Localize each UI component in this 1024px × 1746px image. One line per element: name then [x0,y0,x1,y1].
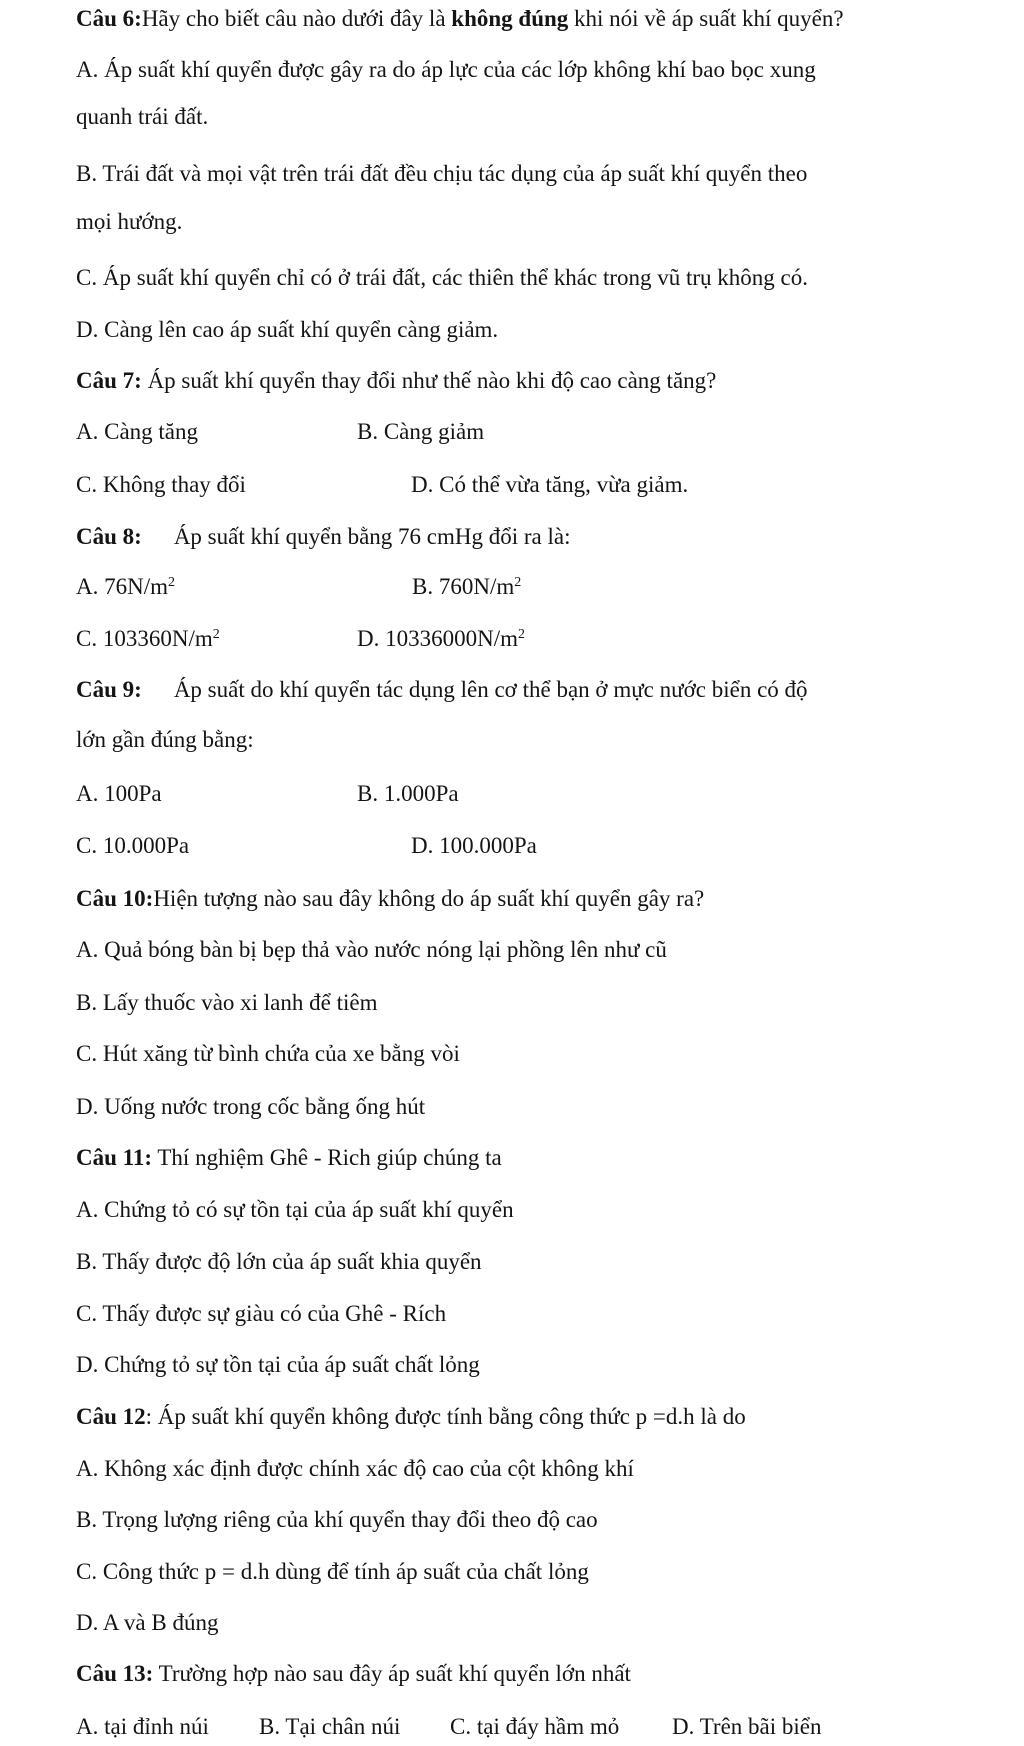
question-12-option-c: C. Công thức p = d.h dùng để tính áp suất của chất lỏng [76,1559,589,1584]
question-13-option-c: C. tại đáy hầm mỏ [450,1714,620,1739]
question-9-text-line1: Áp suất do khí quyển tác dụng lên cơ thể bạn ở mực nước biển có độ [173,677,808,702]
question-11-label: Câu 11: [76,1145,153,1170]
question-7-option-b: B. Càng giảm [357,419,485,444]
question-8-option-a-exponent: 2 [168,575,175,590]
question-13-text: Trường hợp nào sau đây áp suất khí quyển lớn nhất [153,1661,631,1686]
question-8-option-c-text: C. 103360N/m [76,626,213,651]
question-9-text-line2: lớn gần đúng bằng: [76,727,254,752]
question-7-text: Áp suất khí quyển thay đổi như thế nào khi độ cao càng tăng? [141,368,717,393]
question-11-option-b: B. Thấy được độ lớn của áp suất khia quyển [76,1249,482,1274]
question-10-option-d: D. Uống nước trong cốc bằng ống hút [76,1094,426,1119]
question-6-text-pre: Hãy cho biết câu nào dưới đây là [141,6,452,31]
question-8-option-a [76,572,175,606]
question-9-option-c: C. 10.000Pa [76,833,190,858]
question-8-option-b-exponent: 2 [514,575,522,590]
question-8-text: Áp suất khí quyển bằng 76 cmHg đổi ra là: [173,524,571,549]
question-8-option-d [357,624,525,658]
question-12-option-d: D. A và B đúng [76,1610,219,1635]
question-12-option-b: B. Trọng lượng riêng của khí quyển thay đổi theo độ cao [76,1507,598,1532]
question-7-option-d: D. Có thể vừa tăng, vừa giảm. [411,472,689,497]
question-6-option-a-line2: quanh trái đất. [76,104,209,129]
question-13 [76,1659,631,1689]
question-6-option-b-line2: mọi hướng. [76,209,183,234]
question-13-label: Câu 13: [76,1661,154,1686]
question-8-option-b [412,572,521,606]
question-9 [76,675,808,705]
question-13-option-a: A. tại đỉnh núi [76,1714,209,1739]
question-6-option-b-line1: B. Trái đất và mọi vật trên trái đất đều chịu tác dụng của áp suất khí quyển theo [76,161,808,186]
question-12-option-a: A. Không xác định được chính xác độ cao của cột không khí [76,1456,634,1481]
question-8-label: Câu 8: [76,524,142,549]
question-11-option-c: C. Thấy được sự giàu có của Ghê - Rích [76,1301,447,1326]
question-13-option-b: B. Tại chân núi [259,1714,401,1739]
question-12-label: Câu 12 [76,1404,146,1429]
question-6-option-c: C. Áp suất khí quyển chỉ có ở trái đất, các thiên thể khác trong vũ trụ không có. [76,265,809,290]
question-10 [76,884,704,914]
question-13-option-d: D. Trên bãi biển [672,1714,822,1739]
question-6-text-bold: không đúng [451,6,569,31]
question-6 [76,4,844,34]
question-12-text: : Áp suất khí quyển không được tính bằng công thức p =d.h là do [145,1404,746,1429]
question-9-label: Câu 9: [76,677,142,702]
question-10-option-b: B. Lấy thuốc vào xi lanh để tiêm [76,990,378,1015]
question-11 [76,1143,502,1173]
question-10-option-c: C. Hút xăng từ bình chứa của xe bằng vòi [76,1041,460,1066]
question-8-option-c-exponent: 2 [212,627,220,642]
question-12 [76,1402,746,1432]
question-7-option-c: C. Không thay đổi [76,472,246,497]
question-11-text: Thí nghiệm Ghê - Rich giúp chúng ta [152,1145,502,1170]
question-8-option-d-exponent: 2 [518,627,525,642]
question-7-label: Câu 7: [76,368,142,393]
question-7-option-a: A. Càng tăng [76,419,199,444]
question-10-option-a: A. Quả bóng bàn bị bẹp thả vào nước nóng lại phồng lên như cũ [76,937,667,962]
question-6-option-a-line1: A. Áp suất khí quyển được gây ra do áp lực của các lớp không khí bao bọc xung [76,57,816,82]
question-8-option-a-text: A. 76N/m [76,574,168,599]
question-6-option-d: D. Càng lên cao áp suất khí quyển càng giảm. [76,317,499,342]
question-9-option-a: A. 100Pa [76,781,162,806]
question-11-option-d: D. Chứng tỏ sự tồn tại của áp suất chất lỏng [76,1352,480,1377]
question-8-option-c [76,624,220,658]
question-8 [76,522,570,552]
question-10-text: Hiện tượng nào sau đây không do áp suất khí quyển gây ra? [153,886,705,911]
question-8-option-d-text: D. 10336000N/m [357,626,518,651]
question-9-option-b: B. 1.000Pa [357,781,459,806]
question-7 [76,366,716,396]
question-11-option-a: A. Chứng tỏ có sự tồn tại của áp suất khí quyển [76,1197,514,1222]
question-6-text-post: khi nói về áp suất khí quyển? [568,6,844,31]
question-8-option-b-text: B. 760N/m [412,574,515,599]
question-10-label: Câu 10: [76,886,154,911]
question-6-label: Câu 6: [76,6,142,31]
question-9-option-d: D. 100.000Pa [411,833,537,858]
